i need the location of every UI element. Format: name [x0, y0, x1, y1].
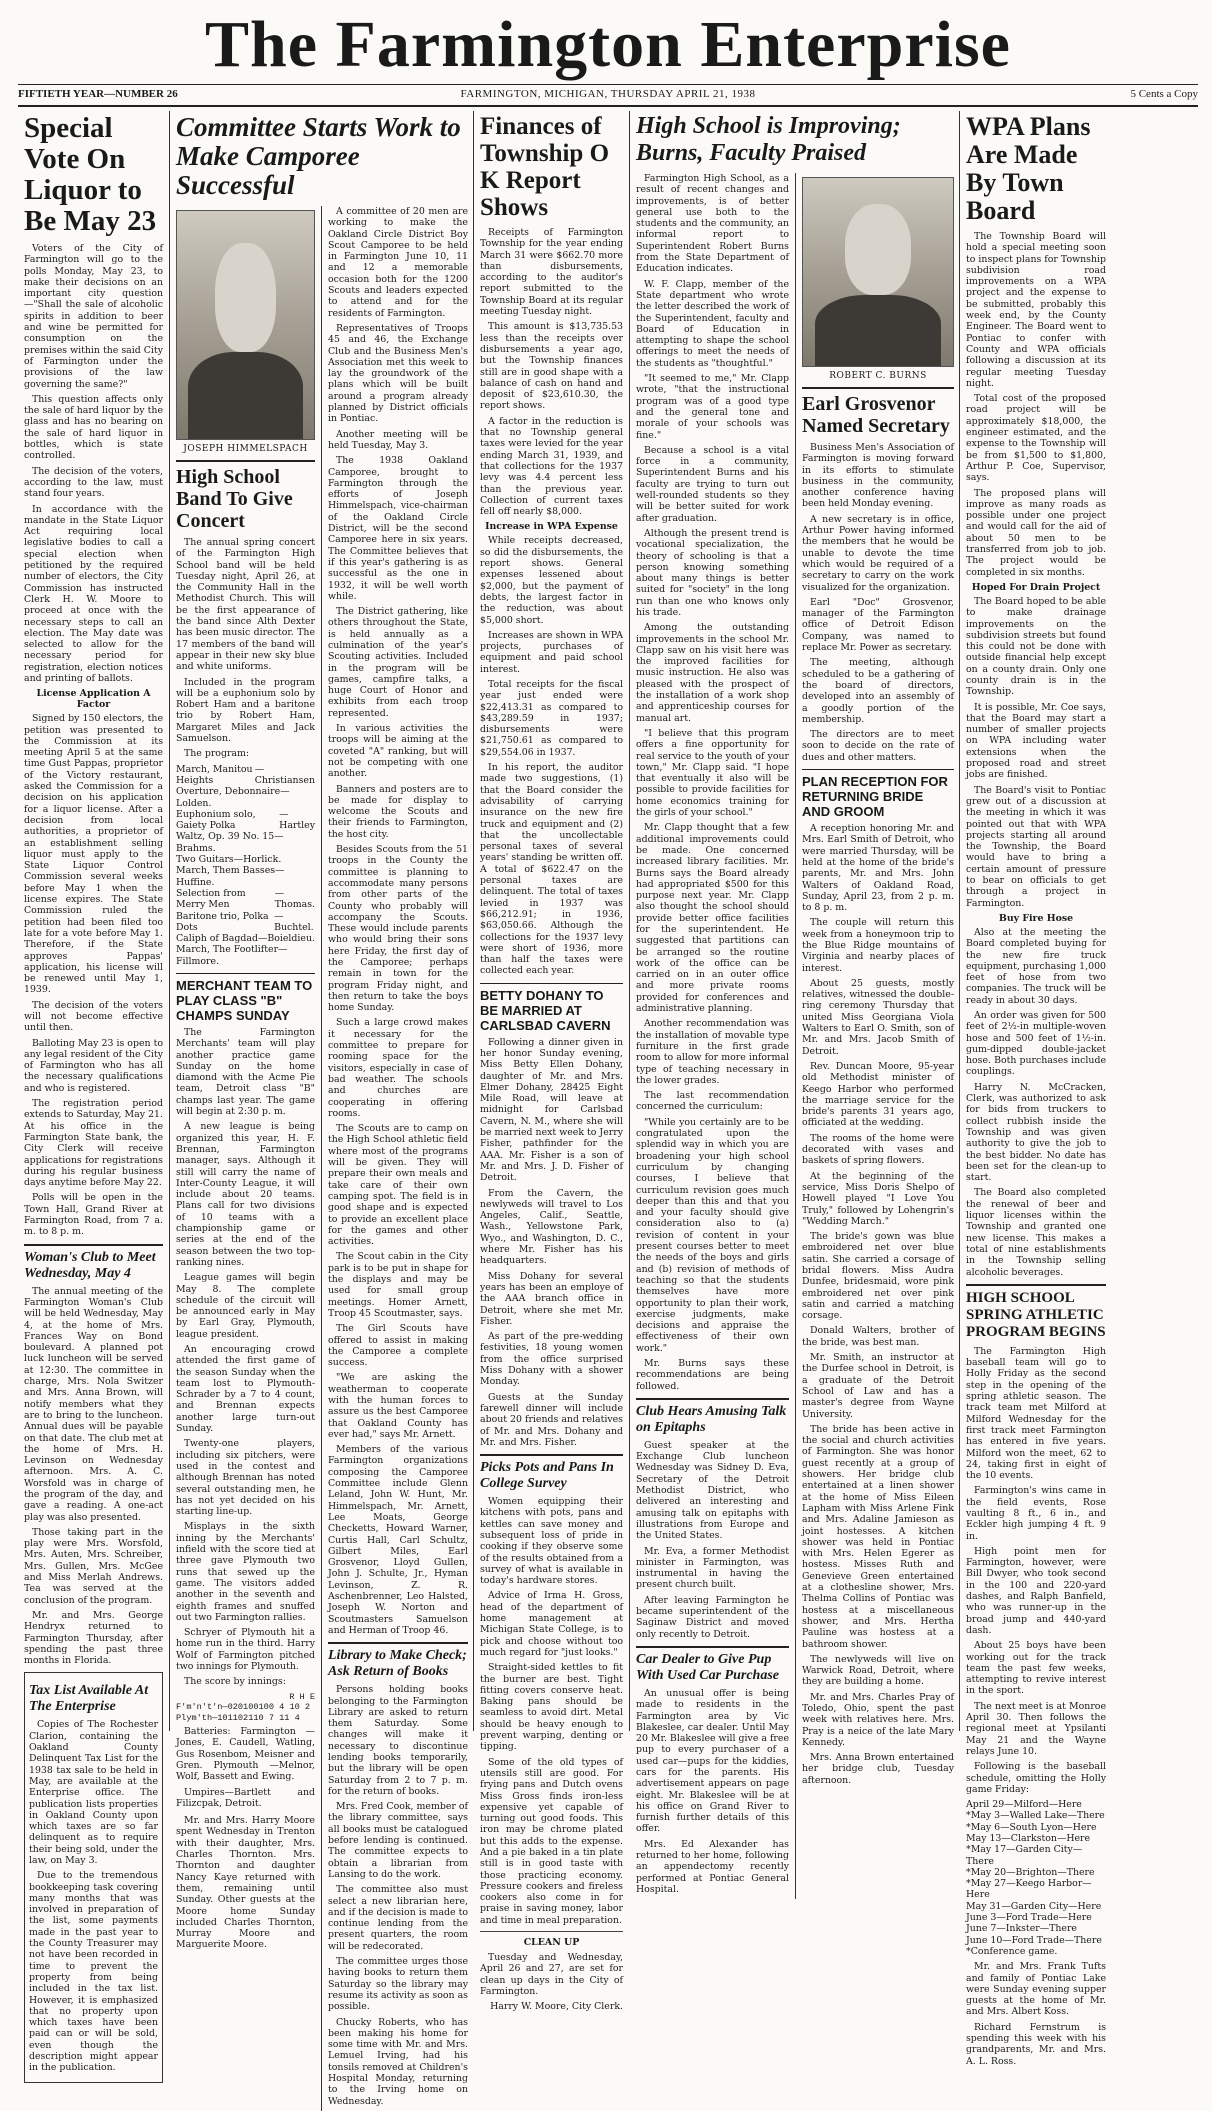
program-piece: March, Them Basses—Huffine. [176, 865, 285, 888]
paragraph: The Board hoped to be able to make drainage improvements on the subdivision streets but found this could not be done with outside financial help except on a county drain. Only one county drain is in the Township. [966, 595, 1106, 698]
paragraph: Donald Walters, brother of the bride, was best man. [802, 1325, 954, 1348]
paragraph: Banners and posters are to be made for display to welcome the Scouts and their friends to Farmington, the host city. [328, 783, 468, 840]
paragraph: Total cost of the proposed road project will be approximately $18,000, the engineer estimated, and the expense to the Township will be from $1,500 to $1,800, Arthur P. Coe, Supervisor, says. [966, 393, 1106, 484]
program-piece: March, Manitou Heights [176, 763, 253, 786]
headline-merchant-team: MERCHANT TEAM TO PLAY CLASS "B" CHAMPS SUNDAY [176, 973, 315, 1023]
special-vote-body-2 [24, 713, 163, 1237]
program-piece: Waltz, Op. 39 No. 15—Brahms. [176, 831, 284, 854]
paragraph: This amount is $13,735.53 less than the receipts over disbursements a year ago, but the Township finances still are in good shape with a balance of cash on hand and deposit of $23,610.30, the report shows. [480, 321, 623, 412]
headline-epitaphs: Club Hears Amusing Talk on Epitaphs [636, 1398, 789, 1436]
clean-up-signature: Harry W. Moore, City Clerk. [490, 2001, 623, 2013]
baseball-schedule [966, 1799, 1106, 1957]
car-dealer-body [636, 1688, 789, 1895]
story-merchant-team [176, 973, 315, 1951]
headline-tax-list: Tax List Available At The Enterprise [29, 1683, 149, 1715]
paragraph: Because a school is a vital force in a community, Superintendent Burns and his faculty are trying to turn out well-rounded students so they will be better suited for work after graduation. [636, 444, 789, 524]
paragraph: Mr. Burns says these recommendations are being followed. [636, 1357, 789, 1392]
paragraph: Mrs. Anna Brown entertained her bridge club, Tuesday afternoon. [802, 1752, 954, 1786]
dohany-body [480, 1037, 623, 1448]
paragraph: As part of the pre-wedding festivities, 18 young women from the office surprised Miss Dohany with a shower Monday. [480, 1331, 623, 1388]
reception-body [802, 823, 954, 1786]
columns-2-3 [170, 111, 474, 2107]
story-athletics [966, 1284, 1106, 2067]
paragraph: After leaving Farmington he became superintendent of the Saginaw District and moved only recently to Detroit. [636, 1594, 789, 1640]
schedule-item: *May 3—Walled Lake—There [966, 1810, 1105, 1822]
headline-clean-up: CLEAN UP [523, 1937, 580, 1949]
program-item [176, 786, 315, 809]
paragraph: Receipts of Farmington Township for the year ending March 31 were $662.70 more than disbursements, according to the auditor's report submitted to the Township Board at its regular meeting Tuesday night. [480, 227, 623, 318]
headline-womans-club: Woman's Club to Meet Wednesday, May 4 [24, 1244, 163, 1282]
story-reception [802, 769, 954, 1786]
umpires: Umpires—Bartlett and Filizcpak, Detroit. [176, 1786, 315, 1809]
program-composer: —Thomas. [274, 887, 315, 911]
program-item [176, 911, 315, 934]
wpa-body-3 [966, 927, 1106, 1278]
paragraph: The bride's gown was blue embroidered net over blue satin. She carried a corsage of bridal flowers. Miss Audra Dunfee, bridesmaid, wore pink embroidered net over pink satin and carried a matching corsage. [802, 1231, 954, 1322]
schedule-item: *Conference game. [966, 1945, 1058, 1957]
paragraph: The Board's visit to Pontiac grew out of a discussion at the meeting in which it was pointed out that with WPA projects starting all around the Township, the Board would have to bring a certain amount of pressure to bear on officials to get through a project in Farmington. [966, 784, 1106, 909]
paragraph: Besides Scouts from the 51 troops in the County the committee is planning to accommodate many persons from other parts of the County who probably will accompany the Scouts. These would include parents who would bring their sons here Friday, the first day of the Camporee; perhaps remain in town for the program Friday night, and then return to take the boys home Sunday. [328, 844, 468, 1014]
epitaphs-body [636, 1440, 789, 1640]
program-item [176, 933, 315, 944]
headline-athletics: HIGH SCHOOL SPRING ATHLETIC PROGRAM BEGINS [966, 1284, 1106, 1341]
story-special-vote [24, 113, 163, 1238]
athletics-closing [966, 1961, 1106, 2067]
program-piece: Selection from Merry Men [176, 887, 246, 911]
paragraph: The District gathering, like others throughout the State, is held annually as a culmination of the year's Scouting activities. Included in the program will be games, campfire talks, a huge Court of Honor and exhibits from each troop represented. [328, 606, 468, 719]
newspaper-title: The Farmington Enterprise [205, 8, 1011, 81]
paragraph: The Scout cabin in the City park is to be put in shape for the displays and may be used for small group meetings. Homer Arnett, Troop 45 Scoutmaster, says. [328, 1251, 468, 1319]
tax-list-body [29, 1719, 158, 2073]
paragraph: A new secretary is in office, Arthur Power having informed the members that he would be unable to devote the time which would be required of a secretary to carry on the work visualized for the organization. [802, 513, 954, 593]
program-item [176, 888, 315, 911]
band-body [176, 537, 315, 760]
paragraph: Mr. and Mrs. George Hendryx returned to Farmington Thursday, after spending the past three months in Florida. [24, 1609, 163, 1667]
paragraph: Members of the various Farmington organizations composing the Camporee Committee include Glenn Leland, John W. Hunt, Mr. Himmelspach, Mr. Arnett, Lee Moats, George Checketts, Howard Warner, Curtis Hall, Carl Schultz, Gilbert Miles, Earl Grosvenor, Lloyd Gullen, John J. Schulte, Jr., Hyman Levinson, Z. R. Aschenbrenner, Leo Halsted, Joseph W. Norton and Scoutmasters Samuelson and Herman of Troop 46. [328, 1444, 468, 1636]
program-item [176, 865, 315, 888]
batteries: Batteries: Farmington — Jones, E. Caudell, Watling, Gus Rosenbom, Meisner and Gren. Plymouth —Melnor, Wolf, Bassett and Ewing. [176, 1726, 315, 1783]
paragraph: The directors are to meet soon to decide on the rate of dues and other matters. [802, 729, 954, 763]
schedule-item: *May 20—Brighton—There [966, 1866, 1095, 1878]
volume-number: FIFTIETH YEAR—NUMBER 26 [18, 88, 178, 100]
program-composer: —Hartley [279, 808, 315, 832]
paragraph: Due to the tremendous bookkeeping task covering many months that was involved in preparation of the list, some payments made in the past year to the County Treasurer may not have been recorded in time to prevent the property from being included in the tax list. However, it is emphasized that no property upon which taxes have been paid can or will be sold, even though the description might appear in the publication. [29, 1870, 158, 2074]
portrait-photo-burns [802, 177, 954, 367]
special-vote-body [24, 243, 163, 684]
paragraph: The next meet is at Monroe April 30. Then follows the regional meet at Ypsilanti May 21 and the Wayne relays June 10. [966, 1700, 1106, 1757]
paragraph: Women equipping their kitchens with pots, pans and kettles can save money and subsequent loss of pride in cooking if they observe some of the results obtained from a survey of what is available in today's hardware stores. [480, 1496, 623, 1587]
paragraph: The couple will return this week from a honeymoon trip to the Blue Ridge mountains of Virginia and nearby places of interest. [802, 917, 954, 974]
paragraph: W. F. Clapp, member of the State department who wrote the letter described the work of the Superintendent, faculty and Board of Education in attempting to shape the school offerings to meet the needs of the students as "thoughtful." [636, 278, 789, 369]
paragraph: Increases are shown in WPA projects, purchases of equipment and paid school interest. [480, 629, 623, 675]
story-epitaphs [636, 1398, 789, 1640]
program-item [176, 764, 315, 787]
paragraph: Farmington's wins came in the field events, Rose vaulting 8 ft., 6 in., and Eckler high jumping 4 ft. 9 in. [966, 1485, 1106, 1542]
paragraph: The annual meeting of the Farmington Woman's Club will be held Wednesday, May 4, at the home of Mrs. Frances Way on Bond boulevard. A planned pot luck luncheon will be served at 12:30. The committee in charge, Mrs. Nola Switzer and Mrs. Anna Brown, will notify members what they are to bring to the luncheon. Annual dues will be payable on that date. The club met at the home of Mrs. H. Levinson on Wednesday afternoon. Mrs. A. C. Worsfold was in charge of the program of the day, and gave a reading. A one-act play was also presented. [24, 1285, 163, 1523]
box-score [176, 1692, 315, 1724]
womans-club-body [24, 1286, 163, 1667]
program-piece: Baritone trio, Polka Dots [176, 910, 269, 933]
paragraph: Farmington High School, as a result of recent changes and improvements, is of better general use both to the students and the community, an informal report to Superintendent Robert Burns from the State Department of Education indicates. [636, 173, 789, 275]
headline-car-dealer: Car Dealer to Give Pup With Used Car Purchase [636, 1646, 789, 1684]
athletics-body [966, 1346, 1106, 1795]
paragraph: League games will begin May 8. The complete schedule of the circuit will be announced early in May by Earl Gray, Plymouth, league president. [176, 1272, 315, 1340]
paragraph: An order was given for 500 feet of 2½-in multiple-woven hose and 500 feet of 1½-in. gum-dipped double-jacket hose. Both purchases include couplings. [966, 1010, 1106, 1078]
box-score-row: F'm'n't'n—020100100 4 10 2 [176, 1702, 311, 1713]
paragraph: The bride has been active in the social and church activities of Farmington. She was honor guest recently at a group of showers. Her bridge club entertained at a linen shower at the home of Miss Eileen Lapham with Miss Arlene Fink and Mrs. Adaline Jamieson as joint hostesses. A kitchen shower was held in Pontiac with Mrs. Helen Egerer as hostess. Misses Ruth and Genevieve Green entertained at a clothesline shower, Mrs. Thelma Collins of Pontiac was hostess at a miscellaneous shower, and Mrs. Hertha Pauline was hostess at a bathroom shower. [802, 1423, 954, 1650]
program-item [176, 944, 315, 967]
paragraph: Another recommendation was the installation of movable type furniture in the first grade room to allow for more informal type of teaching necessary in the lower grades. [636, 1018, 789, 1086]
paragraph: Advice of Irma H. Gross, head of the department of home management at Michigan State College, is to pick and choose without too much regard for "just looks." [480, 1590, 623, 1658]
paragraph: Persons holding books belonging to the Farmington Library are asked to return them Saturday. Some changes will make it necessary to discontinue lending books temporarily, but the library will be open Saturday from 2 to 7 p. m. for the return of books. [328, 1684, 468, 1797]
column-6 [796, 173, 960, 1899]
story-grosvenor [802, 387, 954, 763]
headline-finances: Finances of Township O K Report Shows [480, 113, 610, 221]
paragraph: A reception honoring Mr. and Mrs. Earl Smith of Detroit, who were married Thursday, will be held at the home of the bride's parents, Mr. and Mrs. John Walters of Oakland Road, Sunday, April 23, from 2 p. m. to 8 p. m. [802, 823, 954, 914]
clean-up-text: Tuesday and Wednesday, April 26 and 27, are set for clean up days in the City of Farmington. [480, 1952, 623, 1997]
schedule-item: *May 6—South Lyon—Here [966, 1821, 1097, 1833]
column-3 [322, 206, 474, 2111]
paragraph: The decision of the voters will not become effective until then. [24, 999, 163, 1034]
finances-body [480, 227, 623, 517]
paragraph: Signed by 150 electors, the petition was presented to the Commission at its meeting April 5 at the same time Gust Pappas, proprietor of the Victory restaurant, asked the Commission for a decision on his application for a liquor license. After a decision from local authorities, a proprietor of an establishment selling liquor must apply to the State Liquor Control Commission several weeks before May 1 when the license expires. The State Commission ruled the petition had been filed too late for a vote before May 1. Therefore, if the State approves Pappas' application, his license will be renewed until May 1, 1939. [24, 713, 163, 996]
grosvenor-body [802, 442, 954, 763]
box-score-row: Plym'th—101102110 7 11 4 [176, 1712, 300, 1723]
story-finances [480, 113, 623, 977]
headline-camporee: Committee Starts Work to Make Camporee Successful [176, 112, 461, 200]
headline-dohany: BETTY DOHANY TO BE MARRIED AT CARLSBAD CAVERN [480, 983, 623, 1033]
paragraph: An encouraging crowd attended the first game of the season Sunday when the team lost to Plymouth-Schrader by a 7 to 4 count, and Brennan expects another large turn-out Sunday. [176, 1344, 315, 1435]
pots-pans-body [480, 1496, 623, 1926]
story-high-school [636, 173, 789, 1392]
finances-body-2 [480, 535, 623, 976]
paragraph: Rev. Duncan Moore, 95-year old Methodist minister of Keego Harbor who performed the marriage service for the bride's parents 31 years ago, officiated at the wedding. [802, 1060, 954, 1129]
paragraph: Some of the old types of utensils still are good. For frying pans and Dutch ovens Miss Gross finds iron-less expensive yet capable of turning out good foods. This iron may be chrome plated but this adds to the expense. And a pie baked in a tin plate still is in good taste with those practicing economy. Pressure cookers and fireless cookers also come in for praise in saving money, labor and time in meal preparation. [480, 1756, 623, 1926]
program-composer: —Christiansen [254, 763, 315, 786]
paragraph: While receipts decreased, so did the disbursements, the report shows. General expenses lessened about $2,000, but the payment of debts, the largest factor in the reduction, was about $5,000 short. [480, 535, 623, 626]
paragraph: The annual spring concert of the Farmington High School band will be held Tuesday night, April 26, at the Community Hall in the Methodist Church. This will be the first appearance of the band since Alth Dexter has been music director. The 17 members of the band will appear in their new sky blue and white uniforms. [176, 537, 315, 673]
paragraph: A committee of 20 men are working to make the Oakland Circle District Boy Scout Camporee to be held in Farmington June 10, 11 and 12 a memorable occasion both for the 1200 Scouts and leaders expected to attend and for the residents of Farmington. [328, 206, 468, 319]
program-piece: Overture, Debonnaire—Lolden. [176, 786, 290, 809]
schedule-item: May 31—Garden City—Here [966, 1900, 1102, 1912]
photo-caption-himmelspach: JOSEPH HIMMELSPACH [183, 444, 308, 454]
paragraph: In his report, the auditor made two suggestions, (1) that the Board consider the advisability of carrying insurance on the new fire truck and equipment and (2) that the uncollectable personal taxes of several years' standing be written off. A total of $622.47 on the personal taxes are delinquent. The total of taxes levied in 1937 was $66,212.91; in 1936, $63,050.66. Although the collections for the 1937 levy were short of 1936, more than half the taxes were collected each year. [480, 762, 623, 977]
moore-visit-note: Mr. and Mrs. Harry Moore spent Wednesday in Trenton with their daughter, Mrs. Charles Thornton. Mrs. Thornton and daughter Nancy Kaye returned with them, remaining until Sunday. Other guests at the Moore home Sunday included Charles Thornton, Murray Moore and Marguerite Moore. [176, 1815, 315, 1951]
schedule-item: June 7—Inkster—There [966, 1923, 1077, 1935]
paragraph: Richard Fernstrum is spending this week with his grandparents, Mr. and Mrs. A. L. Ross. [966, 2021, 1106, 2067]
story-dohany [480, 983, 623, 1448]
box-score-header: R H E [289, 1691, 315, 1702]
column-4 [474, 111, 630, 2013]
paragraph: Such a large crowd makes it necessary for the committee to prepare for rooming space for the visitors, especially in case of bad weather. The schools and churches are cooperating in offering rooms. [328, 1017, 468, 1119]
paragraph: The decision of the voters, according to the law, must stand four years. [24, 465, 163, 500]
columns-5-6 [630, 111, 960, 1895]
column-7 [960, 111, 1112, 2067]
wpa-subhead-drain: Hoped For Drain Project [971, 581, 1101, 593]
paragraph: "It seemed to me," Mr. Clapp wrote, "that the instructional program was of a good type and the general tone and morale of your schools was fine." [636, 373, 789, 441]
paragraph: The newlyweds will live on Warwick Road, Detroit, where they are building a home. [802, 1653, 954, 1688]
photo-caption-burns: ROBERT C. BURNS [829, 371, 927, 381]
columns [18, 111, 1198, 2107]
story-tax-list [24, 1672, 163, 2082]
paragraph: Mr. and Mrs. Frank Tufts and family of Pontiac Lake were Sunday evening supper guests at the home of Mr. and Mrs. Albert Koss. [966, 1961, 1106, 2018]
story-wpa [966, 113, 1106, 1278]
story-pots-pans [480, 1454, 623, 1926]
paragraph: Guest speaker at the Exchange Club luncheon Wednesday was Sidney D. Eva, Secretary of the Detroit Methodist District, who delivered an interesting and amusing talk on epitaphs with illustrations from Europe and the United States. [636, 1439, 789, 1542]
paragraph: Miss Dohany for several years has been an employe of the AAA branch office in Detroit, where she met Mr. Fisher. [480, 1270, 623, 1327]
paragraph: Following is the baseball schedule, omitting the Holly game Friday: [966, 1761, 1106, 1795]
paragraph: The registration period extends to Saturday, May 21. At his office in the Farmington State bank, the City Clerk will receive applications for registrations during his regular business days anytime before May 22. [24, 1098, 163, 1189]
paragraph: Polls will be open in the Town Hall, Grand River at Farmington Road, from 7 a. m. to 8 p. m. [24, 1192, 163, 1238]
paragraph: Total receipts for the fiscal year just ended were $22,413.31 as compared to $43,289.59 in 1937; disbursements were $21,750.61 as compared to $29,554.06 in 1937. [480, 678, 623, 758]
camporee-body [328, 206, 468, 1636]
paragraph: Mrs. Ed Alexander has returned to her home, following an appendectomy recently performed at Pontiac General Hospital. [636, 1838, 789, 1895]
paragraph: Representatives of Troops 45 and 46, the Exchange Club and the Business Men's Association met this week to lay the groundwork of the plans which will be built around a program already planned by District officials in Pontiac. [328, 322, 468, 425]
paragraph: The committee urges those having books to return them Saturday so the library may resume its activity as soon as possible. [328, 1956, 468, 2013]
paragraph: Mr. Smith, an instructor at the Durfee school in Detroit, is a graduate of the Detroit School of Law and has a master's degree from Wayne University. [802, 1352, 954, 1420]
paragraph: In various activities the troops will be aiming at the coveted "A" ranking, but will not be competing with one another. [328, 723, 468, 780]
story-clean-up [480, 1931, 623, 2012]
schedule-item: May 13—Clarkston—Here [966, 1833, 1091, 1844]
paragraph: Those taking part in the play were Mrs. Worsfold, Mrs. Auten, Mrs. Schreiber, Mrs. Gullen, Mrs. McGee and Miss Merlah Andrews. Tea was served at the conclusion of the program. [24, 1526, 163, 1606]
paragraph: The program: [184, 748, 250, 760]
paragraph: The committee also must select a new librarian here, and if the decision is made to continue lending from the present quarters, the room will be redecorated. [328, 1884, 468, 1952]
schedule-item: June 3—Ford Trade—Here [966, 1912, 1092, 1924]
paragraph: Twenty-one players, including six pitchers, were used in the contest and although Brennan has noted several outstanding men, he has not yet decided on his starting line-up. [176, 1438, 315, 1518]
wpa-body-2 [966, 596, 1106, 909]
headline-pots-pans: Picks Pots and Pans In College Survey [480, 1454, 623, 1492]
headline-reception: PLAN RECEPTION FOR RETURNING BRIDE AND GROOM [802, 769, 954, 819]
story-camporee [328, 206, 468, 1636]
paragraph: About 25 boys have been working out for the track team the past few weeks, attempting to revive interest in the sport. [966, 1640, 1106, 1697]
paragraph: An unusual offer is being made to residents in the Farmington area by Vic Blakeslee, car dealer. Until May 20 Mr. Blakeslee will give a free pup to every purchaser of a used car—pups for the kiddies, cars for the parents. His advertisement appears on page eight. Mr. Blakeslee will be at his office on Grand River to furnish further details of this offer. [636, 1687, 789, 1835]
paragraph: Mr. Eva, a former Methodist minister in Farmington, was instrumental in having the present church built. [636, 1545, 789, 1591]
paragraph: "I believe that this program offers a fine opportunity for real service to the youth of your town," Mr. Clapp said. "I hope that eventually it also will be possible to provide facilities for home economics training for the girls of your school." [636, 727, 789, 819]
headline-high-school: High School is Improving; Burns, Faculty Praised [636, 113, 901, 166]
high-school-body [636, 173, 789, 1392]
schedule-item: April 29—Milford—Here [966, 1799, 1082, 1811]
paragraph: Earl "Doc" Grosvenor, manager of the Farmington office of Detroit Edison Company, was named to replace Mr. Power as secretary. [802, 596, 954, 654]
paragraph: Business Men's Association of Farmington is moving forward in its efforts to stimulate business in the community, another conference having been held Monday evening. [802, 442, 954, 510]
paragraph: Following a dinner given in her honor Sunday evening, Miss Betty Ellen Dohany, daughter of Mr. and Mrs. Elmer Dohany, 28425 Eight Mile Road, will leave at midnight for Carlsbad Cavern, N. M., where she will be married next week to Jerry Fisher, pathfinder for the AAA. Mr. Fisher is a son of Mr. and Mrs. J. D. Fisher of Detroit. [480, 1036, 623, 1184]
paragraph: The Scouts are to camp on the High School athletic field where most of the programs will be given. They will prepare their own meals and take care of their own camping spot. The field is in good shape and is expected to provide an excellent place for the games and other activities. [328, 1123, 468, 1248]
paragraph: Although the present trend is vocational specialization, the theory of schooling is that a person knowing something about many things is better suited for "society" in the long run than one who knows only his trade. [636, 527, 789, 618]
program-piece: Caliph of Bagdad—Boieldieu. [176, 933, 315, 945]
paragraph: Copies of The Rochester Clarion, containing the Oakland County Delinquent Tax List for the 1938 tax sale to be held in May, are available at the Enterprise office. The publication lists properties in Oakland County upon which taxes are so far delinquent as to require their being sold, under the law, on May 3. [29, 1719, 158, 1866]
headline-wpa: WPA Plans Are Made By Town Board [966, 112, 1091, 225]
story-library [328, 1642, 468, 2107]
price: 5 Cents a Copy [1130, 88, 1198, 100]
paragraph: Misplays in the sixth inning by the Merchants' infield with the score tied at three gave Plymouth two runs that sewed up the game. The visitors added another in the seventh and eighth frames and snuffed out two Farmington rallies. [176, 1521, 315, 1623]
story-womans-club [24, 1244, 163, 1667]
paragraph: The score by innings: [184, 1676, 286, 1688]
paragraph: The Girl Scouts have offered to assist in making the Camporee a complete success. [328, 1323, 468, 1369]
paragraph: About 25 guests, mostly relatives, witnessed the double-ring ceremony Thursday that united Miss Georgiana Viola Walters to Earl O. Smith, son of Mr. and Mrs. Jacob Smith of Detroit. [802, 977, 954, 1057]
paragraph: "While you certainly are to be congratulated upon the splendid way in which you are broadening your high school curriculum by changing courses, I believe that curriculum revision goes much deeper than this and that you and your faculty should give consideration also to (a) revision of content in your present courses better to meet the needs of the boys and girls and (b) revision of methods of teaching so that the students themselves have more opportunity to plan their work, exercise judgments, make decisions and appraise the effectiveness of their own work." [636, 1116, 789, 1354]
paragraph: Chucky Roberts, who has been making his home for some time with Mr. and Mrs. Lemuel Irving, had his tonsils removed at Children's Hospital Monday, returning to the Irving home on Wednesday. [328, 2016, 468, 2107]
paragraph: It is possible, Mr. Coe says, that the Board may start a number of smaller projects on WPA including water extensions when the proposed road and street jobs are finished. [966, 701, 1106, 781]
finances-subhead: Increase in WPA Expense [485, 521, 618, 533]
program-composer: —Buchtel. [274, 910, 314, 933]
story-car-dealer [636, 1646, 789, 1895]
schedule-item: June 10—Ford Trade—There [966, 1934, 1102, 1946]
program-item [176, 854, 315, 865]
paragraph: The Township Board will hold a special meeting soon to inspect plans for Township subdivision road improvements on a WPA project and the expense to be submitted, probably this week end, by the County Engineer. The Board went to Pontiac to confer with County and WPA officials following a discussion at its regular meeting Tuesday night. [966, 231, 1106, 389]
program-piece: Euphonium solo, Gaiety Polka [176, 808, 256, 832]
paragraph: High point men for Farmington, however, were Bill Dwyer, who took second in the 100 and 220-yard dashes, and Ralph Banfield, who was runner-up in the broad jump and 440-yard dash. [966, 1545, 1106, 1636]
program-item [176, 831, 315, 854]
merchant-team-body [176, 1027, 315, 1688]
paragraph: From the Cavern, the newlyweds will travel to Los Angeles, Calif., Seattle, Wash., Yellowstone Park, Wyo., and Washington, D. C., where Mr. Fisher has his headquarters. [480, 1187, 623, 1267]
paragraph: Straight-sided kettles to fit the burner are best. Tight fitting covers conserve heat. Baking pans should be seamless to avoid dirt. Metal should be heavy enough to prevent warping, denting or tipping. [480, 1662, 623, 1753]
headline-special-vote: Special Vote On Liquor to Be May 23 [24, 112, 157, 237]
headline-band: High School Band To Give Concert [176, 460, 315, 532]
special-vote-subhead: License Application A Factor [36, 688, 151, 711]
schedule-item: *May 17—Garden City—There [966, 1844, 1083, 1867]
library-body [328, 1684, 468, 2107]
column-5 [630, 173, 796, 1899]
paragraph: The Farmington Merchants' team will play another practice game Sunday on the home diamond with the Acme Pie team, Detroit class "B" champs last year. The game will begin at 2:30 p. m. [176, 1026, 315, 1118]
paragraph: In accordance with the mandate in the State Liquor Act requiring local legislative bodies to call a special election when petitioned by the required number of electors, the City Commission has instructed Clerk H. W. Moore to proceed at once with the necessary steps to call an election. The May date was selected to allow for the necessary period for registration, election notices and printing of ballots. [24, 503, 163, 684]
paragraph: "We are asking the weatherman to cooperate with the human forces to assure us the best Camporee that Oakland County has ever had," says Mr. Arnett. [328, 1372, 468, 1440]
paragraph: The meeting, although scheduled to be a gathering of the board of directors, developed into an assembly of a goodly portion of the membership. [802, 657, 954, 725]
paragraph: Also at the meeting the Board completed buying for the new fire truck equipment, purchasing 1,000 feet of hose from two companies. The truck will be ready in about 30 days. [966, 926, 1106, 1006]
headline-library: Library to Make Check; Ask Return of Books [328, 1642, 468, 1680]
wpa-body [966, 231, 1106, 578]
dateline-bar [18, 84, 1198, 107]
paragraph: Harry N. McCracken, Clerk, was authorized to ask for bids from truckers to collect rubbish inside the Township and was given authority to give the job to the best bidder. No date has been set for the clean-up to start. [966, 1081, 1106, 1184]
paragraph: Among the outstanding improvements in the school Mr. Clapp saw on his visit here was the improved facilities for music instruction. He also was pleased with the prospect of the installation of a work shop and apprenticeship courses for manual art. [636, 622, 789, 724]
band-program [176, 764, 315, 967]
paragraph: Mr. and Mrs. Charles Pray of Toledo, Ohio, spent the past week with relatives here. Mrs. Pray is a neice of the late Mary Kennedy. [802, 1691, 954, 1748]
paragraph: This question affects only the sale of hard liquor by the glass and has no bearing on the sale of hard liquor in bottles, which is state controlled. [24, 393, 163, 462]
paragraph: The rooms of the home were decorated with vases and baskets of spring flowers. [802, 1132, 954, 1167]
paragraph: Another meeting will be held Tuesday, May 3. [328, 428, 468, 451]
paragraph: A new league is being organized this year, H. F. Brennan, Farmington manager, says. Although it still will carry the name of Inter-County League, it will include about 20 teams. Plans call for two divisions of 10 teams with a championship game or series at the end of the season between the two top-ranking nines. [176, 1121, 315, 1268]
headline-grosvenor: Earl Grosvenor Named Secretary [802, 387, 954, 437]
program-item [176, 809, 315, 832]
program-piece: March, The Footlifter—Fillmore. [176, 944, 288, 967]
paragraph: At the beginning of the service, Miss Doris Shelpo of Howell played "I Love You Truly," followed by Lohengrin's "Wedding March." [802, 1170, 954, 1227]
story-band [176, 460, 315, 967]
column-1 [18, 111, 170, 2074]
dateline: FARMINGTON, MICHIGAN, THURSDAY APRIL 21, 1938 [460, 88, 756, 100]
paragraph: The Farmington High baseball team will go to Holly Friday as the second step in the opening of the spring athletic season. The track team met Milford at Milford Wednesday for the first track meet Farmington has entered in five years. Milford won the meet, 62 to 24, taking first in eight of the 10 events. [966, 1345, 1106, 1482]
paragraph: The Board also completed the renewal of beer and liquor licenses within the Township and granted one new license. This makes a total of nine establishments in the Township selling alcoholic beverages. [966, 1187, 1106, 1278]
masthead [18, 8, 1198, 81]
program-piece: Two Guitars—Horlick. [176, 854, 282, 866]
wpa-subhead-hose: Buy Fire Hose [998, 912, 1074, 924]
paragraph: Mrs. Fred Cook, member of the library committee, says all books must be catalogued before lending is continued. The committee expects to obtain a librarian from Lansing to do the work. [328, 1801, 468, 1880]
paragraph: Schryer of Plymouth hit a home run in the third. Harry Wolf of Farmington pitched two innings for Plymouth. [176, 1627, 315, 1673]
paragraph: A factor in the reduction is that no Township general taxes were levied for the year ending March 31, 1939, and that collections for the 1937 levy was 4.4 percent less than the previous year. Collection of current taxes fell off nearly $8,000. [480, 415, 623, 518]
paragraph: Balloting May 23 is open to any legal resident of the City of Farmington who has all the necessary qualifications and who is registered. [24, 1037, 163, 1094]
column-2 [170, 206, 322, 2111]
paragraph: Mr. Clapp thought that a few additional improvements could be made. One concerned increased library facilities. Mr. Burns says the Board already had appropriated $500 for this purpose next year. Mr. Clapp also thought the school should provide better office facilities for the superintendent. He suggested that partitions can be arranged so the routine work of the office can be carried on in an outer office and more private rooms provided for conferences and administrative planning. [636, 822, 789, 1015]
paragraph: Guests at the Sunday farewell dinner will include about 20 friends and relatives of Mr. and Mrs. Dohany and Mr. and Mrs. Fisher. [480, 1391, 623, 1448]
schedule-item: *May 27—Keego Harbor—Here [966, 1878, 1092, 1901]
paragraph: The proposed plans will improve as many roads as possible under one project and would call for the aid of about 50 men to be transferred from job to job. The project would be completed in six months. [966, 487, 1106, 578]
portrait-photo-himmelspach [176, 210, 315, 440]
paragraph: The last recommendation concerned the curriculum: [636, 1090, 789, 1113]
paragraph: Voters of the City of Farmington will go to the polls Monday, May 23, to make their decisions on an important city question—"Shall the sale of alcoholic spirits in addition to beer and wine be permitted for consumption on the premises within the said City of Farmington under the provisions of the law governing the same?" [24, 243, 163, 390]
paragraph: Included in the program will be a euphonium solo by Robert Ham and a baritone trio by Robert Ham, Margaret Miles and Jack Samuelson. [176, 676, 315, 745]
paragraph: The 1938 Oakland Camporee, brought to Farmington through the efforts of Joseph Himmelspach, vice-chairman of the Oakland Circle District, will be the second Camporee here in six years. The Committee believes that if this year's gathering is as successful as the one in 1932, it will be well worth while. [328, 455, 468, 602]
